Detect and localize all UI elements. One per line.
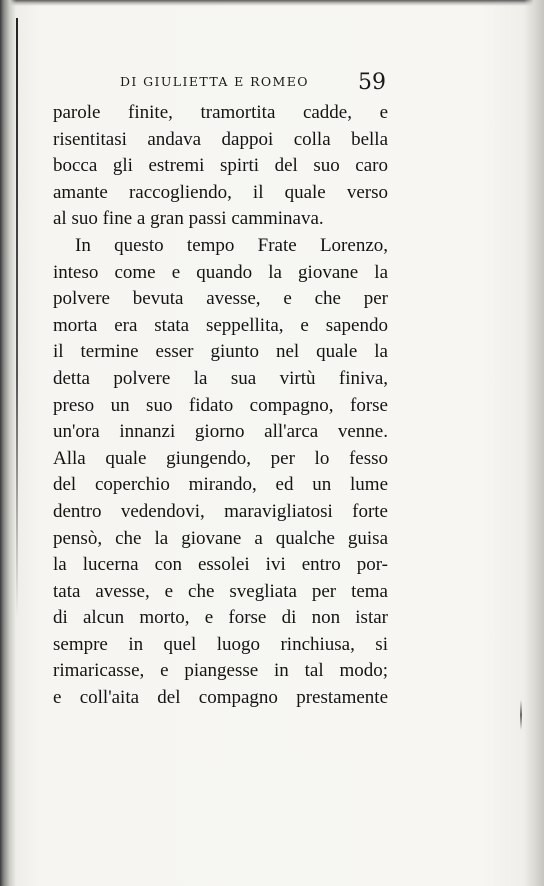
text-line: il termine esser giunto nel quale la	[53, 341, 388, 363]
text-line: tata avesse, e che svegliata per tema	[53, 580, 388, 602]
text-line: dentro vedendovi, maravigliatosi forte	[53, 500, 388, 522]
body-text	[53, 100, 388, 712]
text-line: la lucerna con essolei ivi entro por-	[53, 554, 388, 576]
page-right-edge	[524, 0, 544, 886]
text-line: preso un suo fidato compagno, forse	[53, 394, 388, 416]
text-line: inteso come e quando la giovane la	[53, 261, 388, 283]
margin-mark	[520, 700, 522, 730]
text-line: amante raccogliendo, il quale verso	[53, 181, 388, 203]
page-top-edge	[0, 0, 544, 6]
text-line: In questo tempo Frate Lorenzo,	[75, 234, 388, 256]
text-line: rimaricasse, e piangesse in tal modo;	[53, 660, 388, 682]
text-line: un'ora innanzi giorno all'arca venne.	[53, 421, 388, 443]
text-line: del coperchio mirando, ed un lume	[53, 474, 388, 496]
binding-line	[16, 18, 18, 618]
text-line: sempre in quel luogo rinchiusa, si	[53, 633, 388, 655]
text-line: pensò, che la giovane a qualche guisa	[53, 527, 388, 549]
text-line: parole finite, tramortita cadde, e	[53, 102, 388, 123]
text-line: detta polvere la sua virtù finiva,	[53, 367, 388, 389]
binding-shadow	[0, 0, 16, 886]
text-line: risentitasi andava dappoi colla bella	[53, 128, 388, 150]
text-line: e coll'aita del compagno prestamente	[53, 687, 388, 709]
text-line: di alcun morto, e forse di non istar	[53, 607, 388, 629]
text-line: bocca gli estremi spirti del suo caro	[53, 155, 388, 177]
text-line: al suo fine a gran passi camminava.	[53, 208, 324, 230]
running-title: DI GIULIETTA E ROMEO	[120, 74, 309, 89]
text-line: morta era stata seppellita, e sapendo	[53, 314, 388, 336]
text-line: Alla quale giungendo, per lo fesso	[53, 447, 388, 469]
text-line: polvere bevuta avesse, e che per	[53, 288, 388, 310]
page-number: 59	[358, 70, 386, 95]
